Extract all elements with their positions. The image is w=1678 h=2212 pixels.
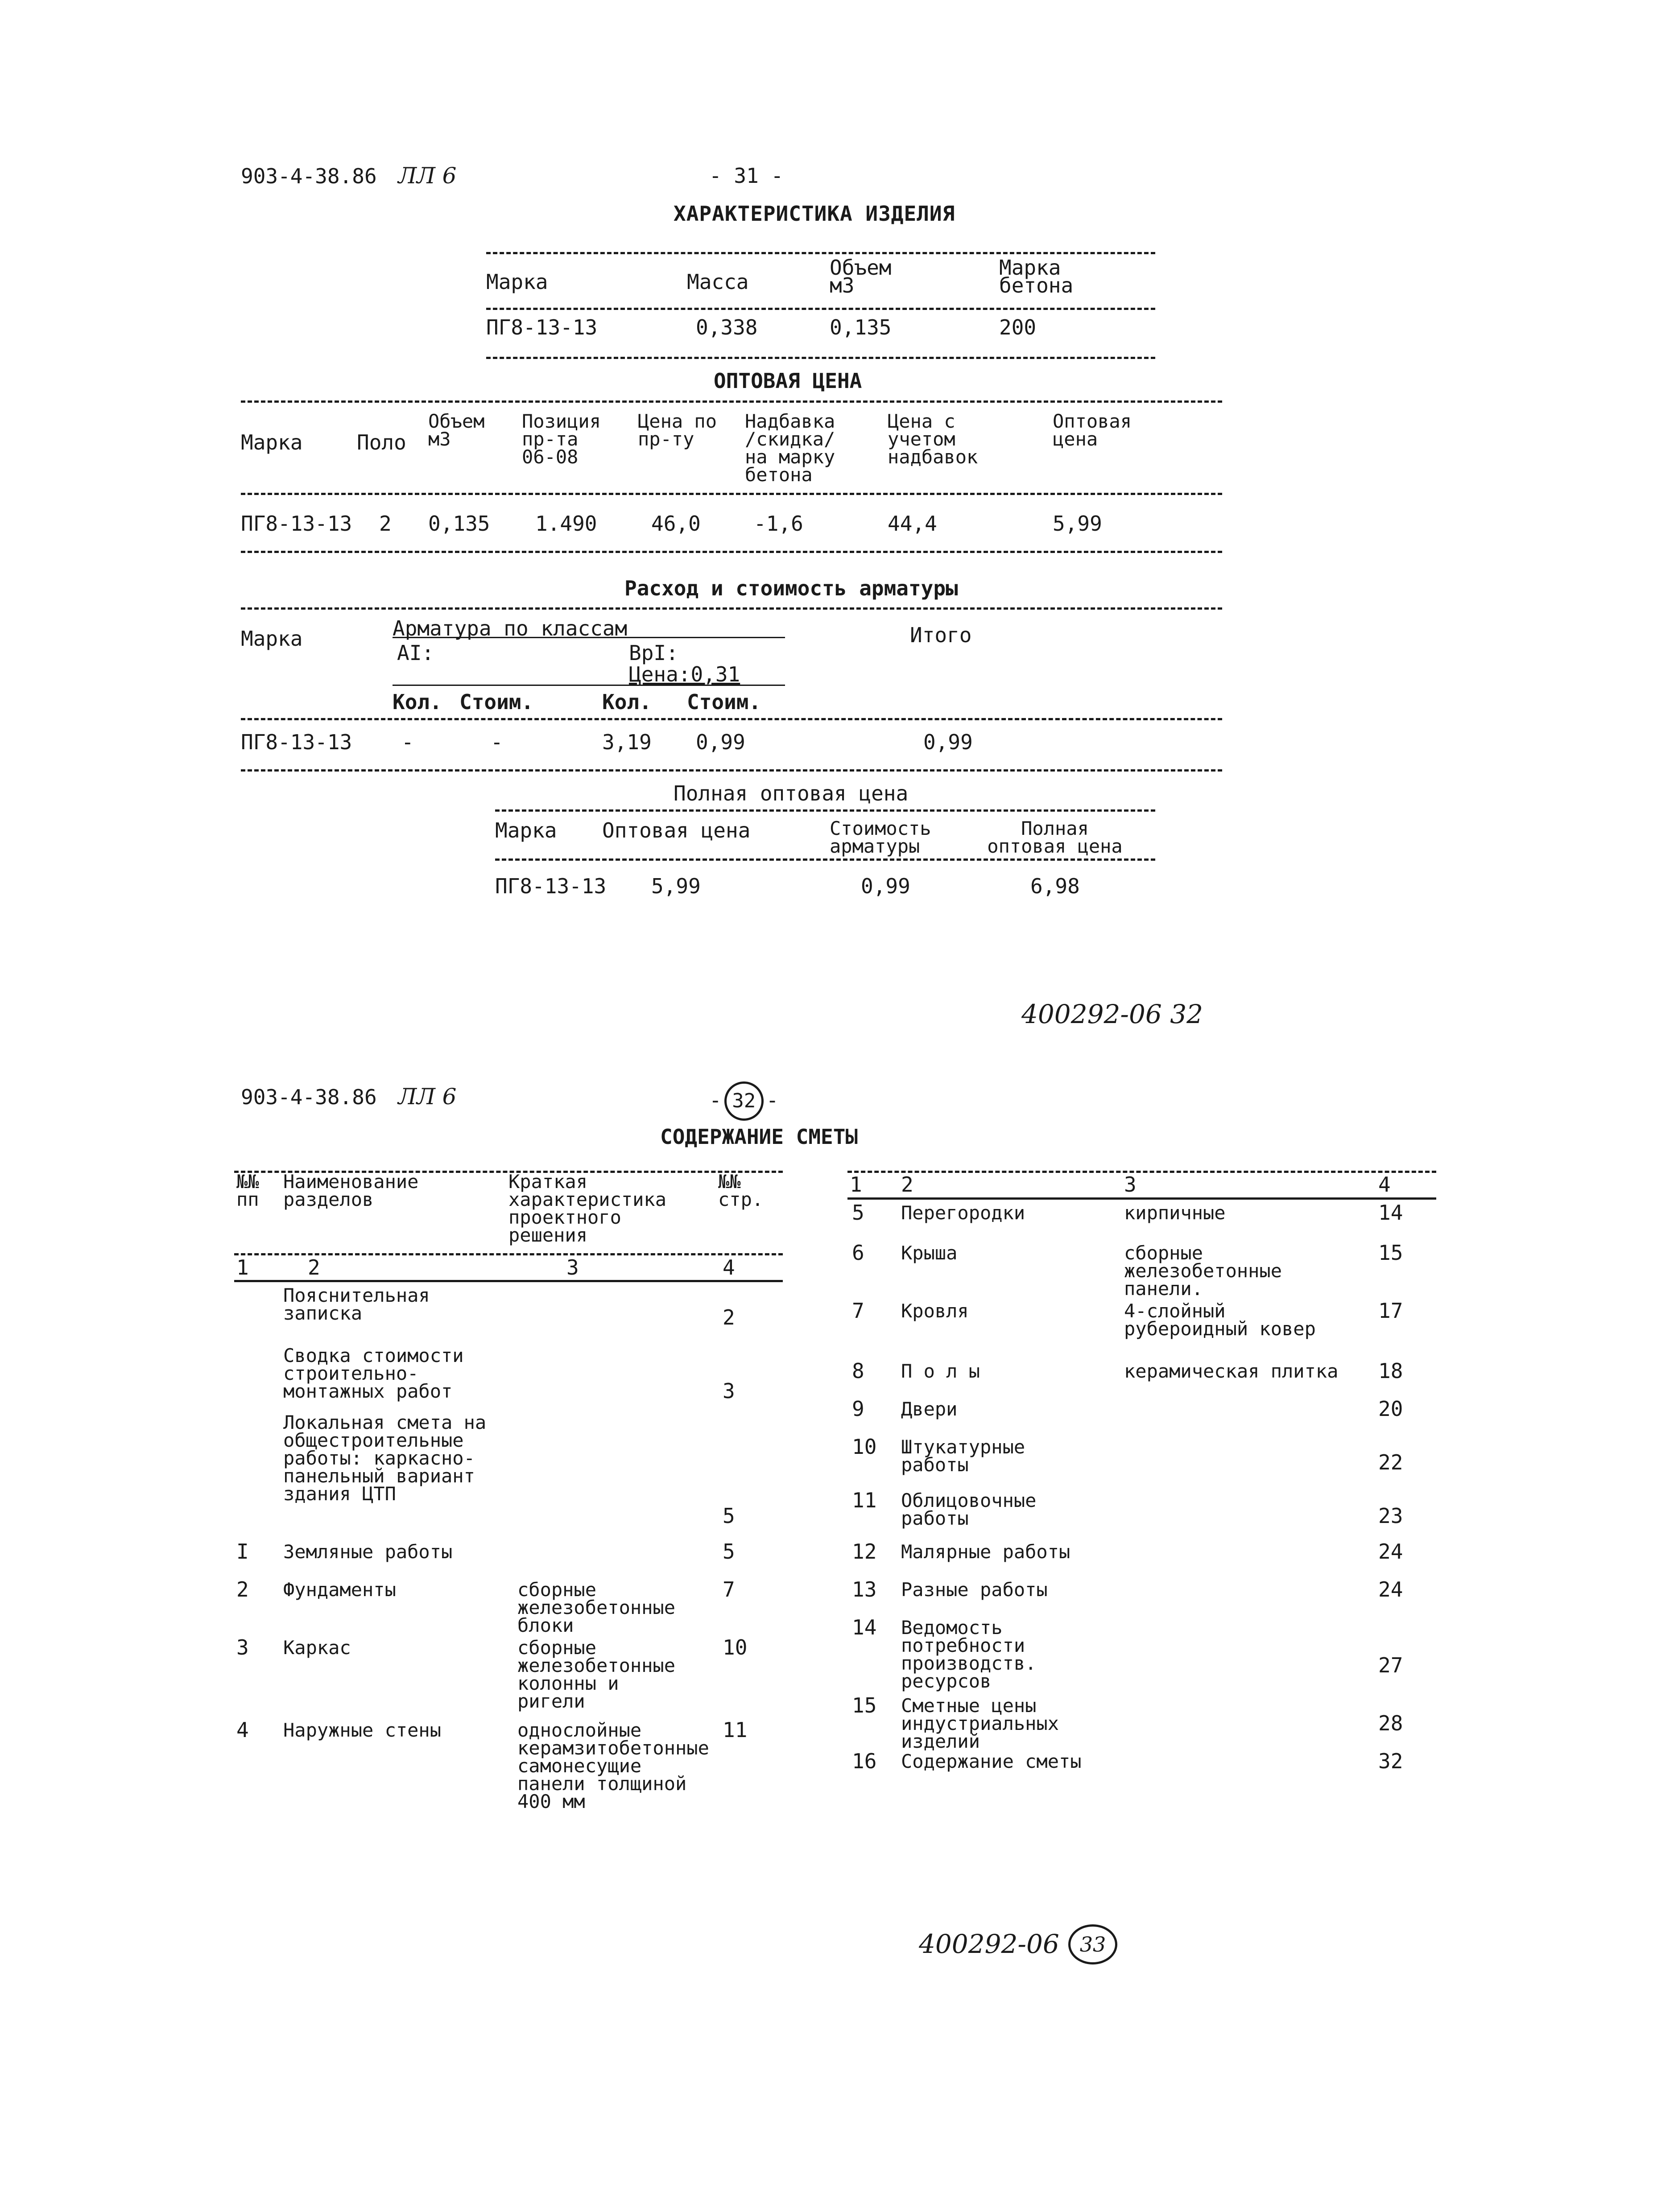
row-number: 11 bbox=[852, 1488, 877, 1512]
row-number: I bbox=[236, 1539, 249, 1564]
col-header: Надбавка /скидка/ на марку бетона bbox=[745, 410, 835, 486]
divider bbox=[241, 551, 1222, 553]
divider bbox=[495, 858, 1155, 861]
col-header: Марка bbox=[241, 430, 303, 454]
divider bbox=[847, 1171, 1436, 1173]
row-number: 7 bbox=[852, 1299, 864, 1323]
row-name: Малярные работы bbox=[901, 1541, 1070, 1563]
row-page: 14 bbox=[1378, 1201, 1403, 1225]
table-cell: 6,98 bbox=[1030, 874, 1080, 898]
row-name: Локальная смета на общестроительные работы: каркасно-панельный вариант здания ЦТП bbox=[283, 1411, 487, 1505]
row-number: 8 bbox=[852, 1359, 864, 1383]
row-number: 4 bbox=[236, 1718, 249, 1742]
row-name: Штукатурные работы bbox=[901, 1436, 1025, 1476]
divider bbox=[241, 769, 1222, 772]
row-name: Кровля bbox=[901, 1300, 969, 1322]
sheet-tag: ЛЛ 6 bbox=[398, 163, 457, 189]
col-header: Оптовая цена bbox=[602, 818, 751, 842]
col-header: Марка bbox=[486, 270, 548, 294]
row-page: 17 bbox=[1378, 1299, 1403, 1323]
row-number: 16 bbox=[852, 1749, 877, 1773]
row-number: 12 bbox=[852, 1539, 877, 1564]
divider bbox=[393, 637, 785, 638]
row-desc: керамическая плитка bbox=[1124, 1360, 1339, 1382]
row-page: 22 bbox=[1378, 1450, 1403, 1474]
row-name: Наружные стены bbox=[283, 1719, 442, 1741]
row-name: Пояснительная записка bbox=[283, 1284, 430, 1324]
col-header: Итого bbox=[910, 623, 972, 647]
row-page: 23 bbox=[1378, 1504, 1403, 1528]
row-page: 24 bbox=[1378, 1539, 1403, 1564]
row-number: 14 bbox=[852, 1615, 877, 1639]
col-header: Марка bbox=[495, 818, 557, 842]
sheet-tag: ЛЛ 6 bbox=[398, 1084, 457, 1110]
row-name: Содержание сметы bbox=[901, 1750, 1082, 1772]
row-name: Двери bbox=[901, 1398, 958, 1420]
table-cell: 44,4 bbox=[888, 512, 937, 536]
divider bbox=[241, 493, 1222, 495]
col-header: Наименование разделов bbox=[283, 1171, 419, 1210]
divider bbox=[486, 357, 1155, 359]
row-name: Земляные работы bbox=[283, 1541, 453, 1563]
col-header: Краткая характеристика проектного решения bbox=[508, 1171, 667, 1246]
row-name: Каркас bbox=[283, 1637, 351, 1659]
table-cell: ПГ8-13-13 bbox=[241, 730, 352, 754]
row-number: 6 bbox=[852, 1241, 864, 1265]
row-number: 3 bbox=[236, 1635, 249, 1659]
page-number: - 32 - bbox=[709, 1081, 778, 1121]
row-number: 5 bbox=[852, 1201, 864, 1225]
table-cell: 0,99 bbox=[861, 874, 910, 898]
row-name: Сметные цены индустриальных изделий bbox=[901, 1695, 1059, 1752]
row-name: П о л ы bbox=[901, 1360, 980, 1382]
divider bbox=[486, 252, 1155, 254]
col-header: Кол. bbox=[602, 690, 652, 714]
table-cell: ПГ8-13-13 bbox=[495, 874, 607, 898]
divider bbox=[495, 809, 1155, 812]
doc-code bbox=[241, 165, 457, 187]
row-page: 32 bbox=[1378, 1749, 1403, 1773]
row-page: 15 bbox=[1378, 1241, 1403, 1265]
col-header: Поло bbox=[357, 430, 406, 454]
table-cell: 0,135 bbox=[428, 512, 490, 536]
table-cell: - bbox=[491, 730, 503, 754]
row-name: Разные работы bbox=[901, 1579, 1048, 1601]
col-header: Стоим. bbox=[687, 690, 761, 714]
row-name: Крыша bbox=[901, 1242, 958, 1264]
row-number: 13 bbox=[852, 1577, 877, 1601]
divider bbox=[241, 400, 1222, 403]
col-header: Оптовая цена bbox=[1053, 410, 1132, 450]
col-header: Стоимость арматуры bbox=[830, 817, 931, 857]
row-page: 3 bbox=[723, 1379, 735, 1403]
col-number: 2 bbox=[308, 1255, 320, 1279]
table-cell: 0,338 bbox=[696, 315, 758, 339]
col-header: Цена:0,31 bbox=[629, 662, 740, 686]
table-cell: 1.490 bbox=[535, 512, 597, 536]
divider bbox=[234, 1280, 783, 1282]
row-name: Сводка стоимости строительно-монтажных работ bbox=[283, 1345, 464, 1402]
row-page: 28 bbox=[1378, 1711, 1403, 1735]
row-page: 10 bbox=[723, 1635, 748, 1659]
col-number: 1 bbox=[850, 1172, 862, 1197]
section-title: ОПТОВАЯ ЦЕНА bbox=[714, 369, 862, 393]
col-header: Объем м3 bbox=[830, 256, 892, 297]
section-title: Полная оптовая цена bbox=[674, 781, 909, 805]
page-stamp bbox=[1068, 1924, 1117, 1964]
row-page: 5 bbox=[723, 1504, 735, 1528]
table-cell: -1,6 bbox=[754, 512, 803, 536]
section-title: СОДЕРЖАНИЕ СМЕТЫ bbox=[660, 1125, 858, 1149]
table-cell: 0,99 bbox=[696, 730, 745, 754]
row-name: Перегородки bbox=[901, 1202, 1025, 1224]
table-cell: 2 bbox=[379, 512, 392, 536]
table-cell: ПГ8-13-13 bbox=[486, 315, 598, 339]
divider bbox=[486, 308, 1155, 310]
row-number: 2 bbox=[236, 1577, 249, 1601]
col-number: 4 bbox=[723, 1255, 735, 1279]
table-cell: 200 bbox=[999, 315, 1037, 339]
handwritten-note: 400292-06 bbox=[919, 1929, 1059, 1959]
row-name: Ведомость потребности производств. ресурсов bbox=[901, 1617, 1037, 1692]
row-name: Облицовочные работы bbox=[901, 1490, 1037, 1529]
col-header: Полная оптовая цена bbox=[987, 817, 1123, 857]
col-header: Стоим. bbox=[459, 690, 534, 714]
col-header: Марка бетона bbox=[999, 256, 1074, 297]
divider bbox=[847, 1197, 1436, 1200]
col-number: 3 bbox=[1124, 1172, 1137, 1197]
divider bbox=[1021, 718, 1222, 720]
handwritten-note: 400292-06 32 bbox=[1021, 999, 1203, 1029]
table-cell: 46,0 bbox=[651, 512, 701, 536]
table-cell: 0,135 bbox=[830, 315, 892, 339]
table-cell: 0,99 bbox=[923, 730, 973, 754]
col-number: 1 bbox=[236, 1255, 249, 1279]
table-cell: 3,19 bbox=[602, 730, 652, 754]
col-header: AI: bbox=[397, 641, 434, 665]
col-number: 3 bbox=[566, 1255, 579, 1279]
divider bbox=[241, 718, 1026, 720]
row-page: 7 bbox=[723, 1577, 735, 1601]
doc-code-text: 903-4-38.86 bbox=[241, 1085, 377, 1109]
row-page: 2 bbox=[723, 1305, 735, 1329]
row-desc: однослойные керамзитобетонные самонесущие панели толщиной 400 мм bbox=[517, 1719, 709, 1812]
row-desc: сборные железобетонные блоки bbox=[517, 1579, 676, 1636]
col-header: №№ стр. bbox=[718, 1171, 764, 1210]
row-number: 9 bbox=[852, 1397, 864, 1421]
row-desc: кирпичные bbox=[1124, 1202, 1226, 1224]
col-header: Объем м3 bbox=[428, 410, 485, 450]
page-number-circle: 32 bbox=[724, 1081, 764, 1121]
col-number: 2 bbox=[901, 1172, 913, 1197]
col-header: №№ пп bbox=[236, 1171, 259, 1210]
row-page: 27 bbox=[1378, 1653, 1403, 1677]
divider bbox=[241, 607, 1222, 610]
row-desc: сборные железобетонные панели. bbox=[1124, 1242, 1282, 1300]
col-header: Позиция пр-та 06-08 bbox=[522, 410, 601, 468]
table-cell: 5,99 bbox=[651, 874, 701, 898]
table-cell: - bbox=[401, 730, 414, 754]
row-name: Фундаменты bbox=[283, 1579, 396, 1601]
section-title: Расход и стоимость арматуры bbox=[624, 576, 958, 600]
col-number: 4 bbox=[1378, 1172, 1391, 1197]
col-header: Цена по пр-ту bbox=[638, 410, 717, 450]
doc-code-text: 903-4-38.86 bbox=[241, 164, 377, 188]
row-page: 24 bbox=[1378, 1577, 1403, 1601]
col-header: ВрI: bbox=[629, 641, 678, 665]
col-header: Цена с учетом надбавок bbox=[888, 410, 978, 468]
table-cell: 5,99 bbox=[1053, 512, 1102, 536]
row-page: 11 bbox=[723, 1718, 748, 1742]
page-number: - 31 - bbox=[709, 164, 784, 188]
doc-code bbox=[241, 1086, 457, 1108]
row-page: 18 bbox=[1378, 1359, 1403, 1383]
col-header: Кол. bbox=[393, 690, 442, 714]
row-page: 5 bbox=[723, 1539, 735, 1564]
stamp-circle: 33 bbox=[1068, 1924, 1117, 1964]
col-group-header: Арматура по классам bbox=[393, 616, 628, 640]
section-title: ХАРАКТЕРИСТИКА ИЗДЕЛИЯ bbox=[674, 202, 955, 226]
divider bbox=[393, 685, 785, 686]
col-header: Масса bbox=[687, 270, 749, 294]
table-cell: ПГ8-13-13 bbox=[241, 512, 352, 536]
row-desc: сборные железобетонные колонны и ригели bbox=[517, 1637, 676, 1712]
row-desc: 4-слойный рубероидный ковер bbox=[1124, 1300, 1316, 1340]
row-number: 15 bbox=[852, 1693, 877, 1717]
col-header: Марка bbox=[241, 627, 303, 651]
row-number: 10 bbox=[852, 1435, 877, 1459]
row-page: 20 bbox=[1378, 1397, 1403, 1421]
